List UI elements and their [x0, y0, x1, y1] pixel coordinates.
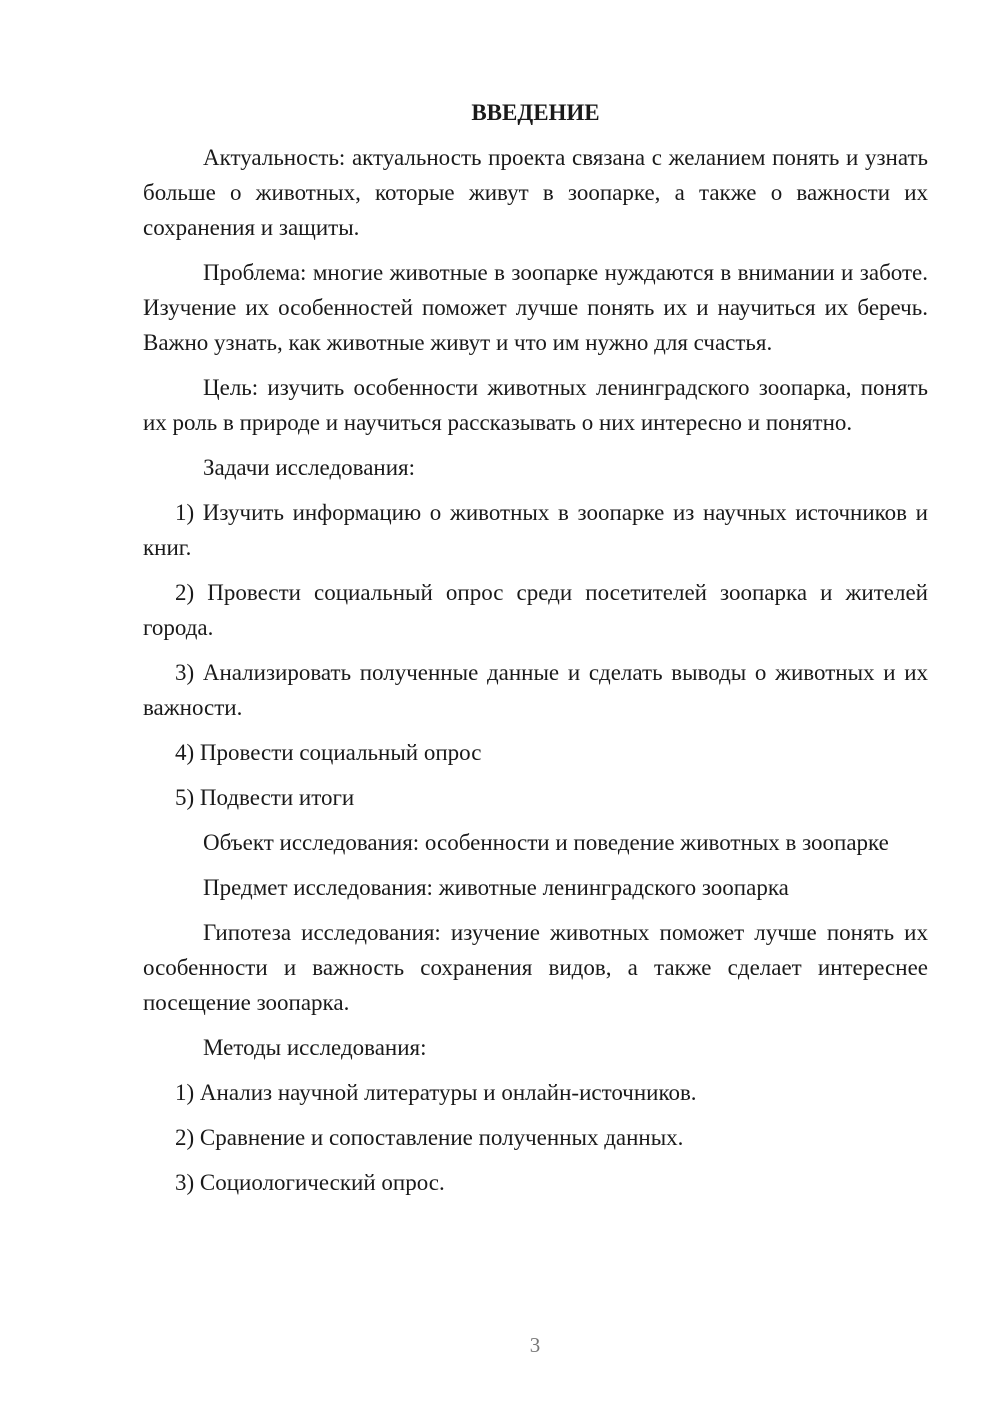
page-number: 3 — [529, 1333, 541, 1357]
task-item-1: 1) Изучить информацию о животных в зоопарке из научных источников и книг. — [143, 500, 928, 560]
goal-paragraph: Цель: изучить особенности животных ленинградского зоопарка, понять их роль в природе и научиться рассказывать о них интересно и понятно. — [143, 375, 928, 435]
subject-paragraph: Предмет исследования: животные ленинградского зоопарка — [203, 875, 789, 900]
relevance-paragraph: Актуальность: актуальность проекта связана с желанием понять и узнать больше о животных, которые живут в зоопарке, а также о важности их сохранения и защиты. — [143, 145, 928, 240]
task-item-5: 5) Подвести итоги — [175, 785, 355, 810]
section-title: ВВЕДЕНИЕ — [471, 100, 600, 125]
tasks-heading: Задачи исследования: — [203, 455, 416, 480]
page-content — [143, 95, 928, 1210]
method-item-3: 3) Социологический опрос. — [175, 1170, 445, 1195]
method-item-1: 1) Анализ научной литературы и онлайн-источников. — [175, 1080, 697, 1105]
task-item-2: 2) Провести социальный опрос среди посетителей зоопарка и жителей города. — [143, 580, 928, 640]
methods-heading: Методы исследования: — [203, 1035, 427, 1060]
hypothesis-paragraph: Гипотеза исследования: изучение животных поможет лучше понять их особенности и важность сохранения видов, а также сделает интереснее посещение зоопарка. — [143, 920, 928, 1015]
task-item-3: 3) Анализировать полученные данные и сделать выводы о животных и их важности. — [143, 660, 928, 720]
task-item-4: 4) Провести социальный опрос — [175, 740, 482, 765]
problem-paragraph: Проблема: многие животные в зоопарке нуждаются в внимании и заботе. Изучение их особенностей поможет лучше понять их и научиться их беречь. Важно узнать, как животные живут и что им нужно для счастья. — [143, 260, 928, 355]
object-paragraph: Объект исследования: особенности и поведение животных в зоопарке — [203, 830, 889, 855]
method-item-2: 2) Сравнение и сопоставление полученных данных. — [175, 1125, 684, 1150]
